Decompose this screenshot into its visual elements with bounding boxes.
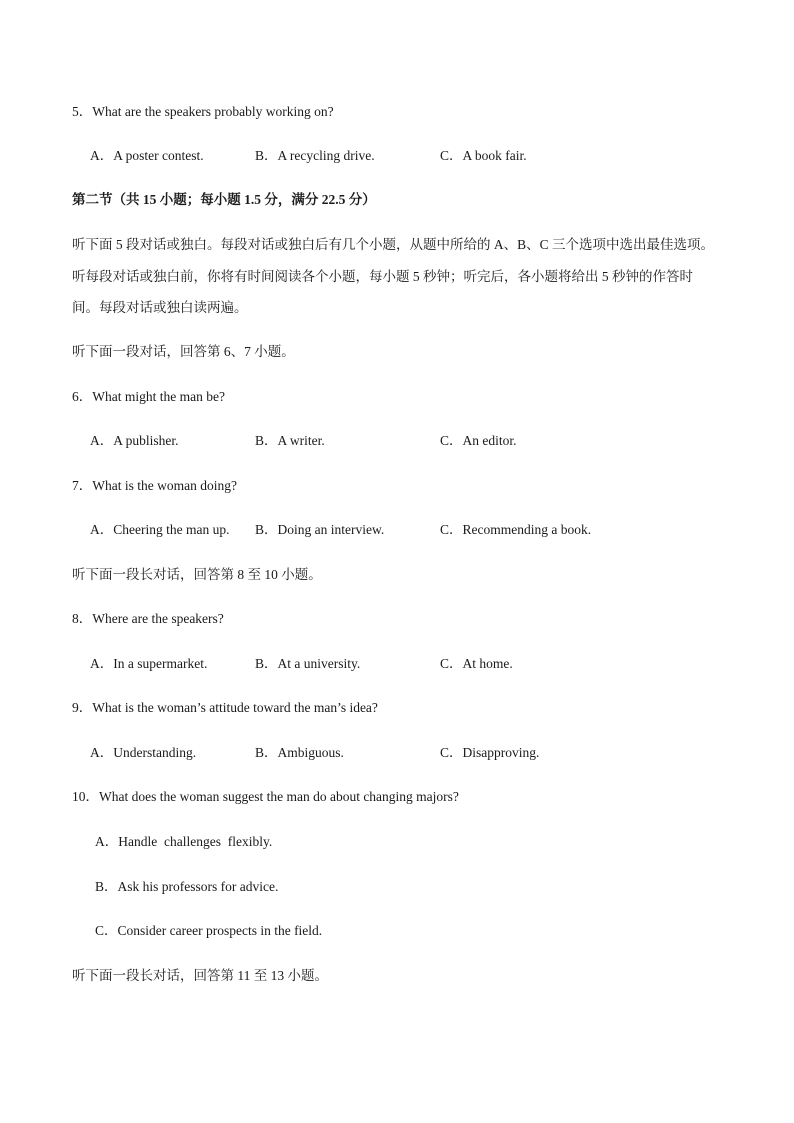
section-instructions-line-1: 听下面 5 段对话或独白。每段对话或独白后有几个小题，从题中所给的 A、B、C 三个选项中选出最佳选项。 [72,237,715,252]
question-7-option-a: A．Cheering the man up. [90,522,230,537]
question-7-stem: 7．What is the woman doing? [72,478,237,493]
question-9-option-a: A．Understanding. [90,745,197,760]
question-7-option-b: B．Doing an interview. [255,522,385,537]
direction-11-13: 听下面一段长对话，回答第 11 至 13 小题。 [72,968,328,983]
question-5-option-a: A．A poster contest. [90,148,204,163]
direction-8-10: 听下面一段长对话，回答第 8 至 10 小题。 [72,567,322,582]
section-instructions-line-3: 间。每段对话或独白读两遍。 [72,300,248,315]
question-7-option-c: C．Recommending a book. [440,522,592,537]
question-10-option-b: B．Ask his professors for advice. [95,879,279,894]
question-10-option-c: C．Consider career prospects in the field. [95,923,323,938]
question-10-stem: 10．What does the woman suggest the man do about changing majors? [72,789,459,804]
question-6-option-b: B．A writer. [255,433,325,448]
question-5-option-c: C．A book fair. [440,148,527,163]
question-9-option-b: B．Ambiguous. [255,745,344,760]
question-8-option-c: C．At home. [440,656,513,671]
question-9-option-c: C．Disapproving. [440,745,540,760]
question-5-option-b: B．A recycling drive. [255,148,375,163]
question-6-option-a: A．A publisher. [90,433,179,448]
question-8-stem: 8．Where are the speakers? [72,611,224,626]
question-9-stem: 9．What is the woman’s attitude toward the man’s idea? [72,700,378,715]
question-6-option-c: C．An editor. [440,433,517,448]
question-10-option-a: A．Handle challenges flexibly. [95,834,273,849]
question-8-option-a: A．In a supermarket. [90,656,208,671]
question-6-stem: 6．What might the man be? [72,389,225,404]
section-instructions-line-2: 听每段对话或独白前，你将有时间阅读各个小题，每小题 5 秒钟；听完后，各小题将给出 5 秒钟的作答时 [72,269,693,284]
direction-6-7: 听下面一段对话，回答第 6、7 小题。 [72,344,295,359]
question-8-option-b: B．At a university. [255,656,361,671]
section-title: 第二节（共 15 小题；每小题 1.5 分，满分 22.5 分） [72,192,376,207]
question-5-stem: 5．What are the speakers probably working on? [72,104,334,119]
